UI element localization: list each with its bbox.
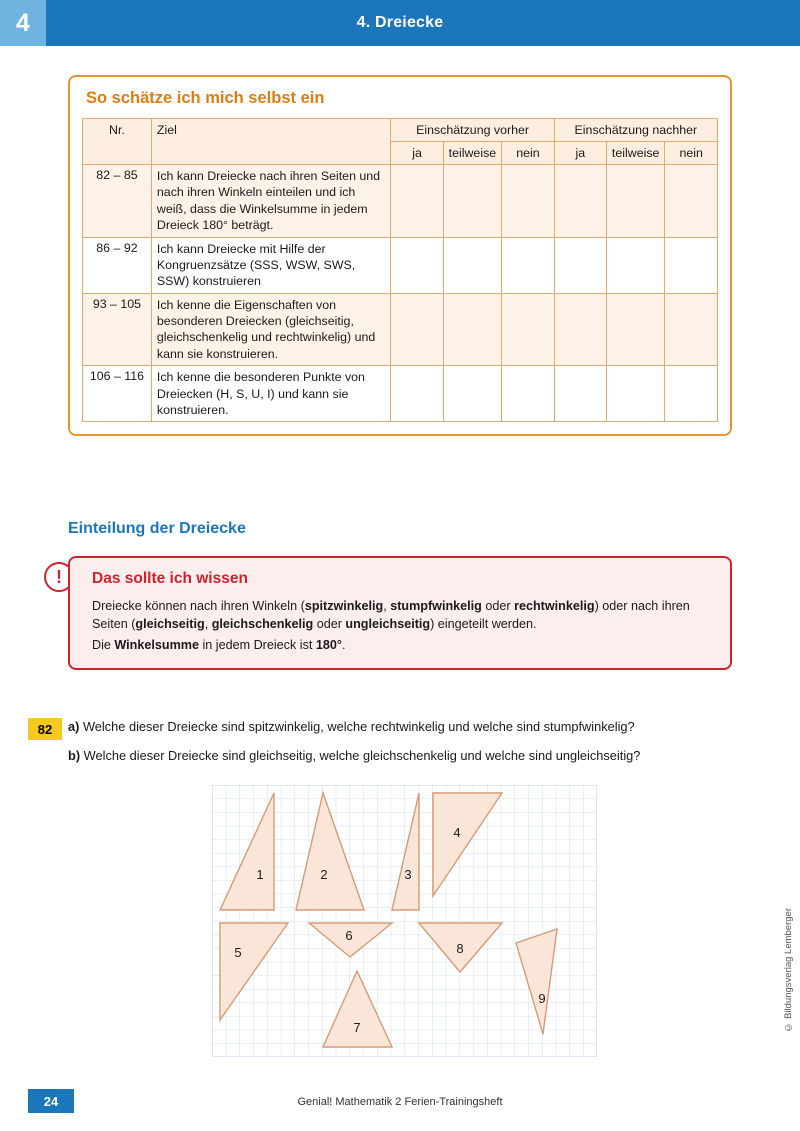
checkbox-cell-nachher-nein[interactable]	[665, 366, 718, 422]
section-heading: Einteilung der Dreiecke	[68, 520, 246, 537]
checkbox-cell-nachher-ja[interactable]	[554, 366, 606, 422]
subheader-vorher-teilweise: teilweise	[443, 142, 502, 165]
row-nr: 82 – 85	[83, 165, 152, 238]
triangle-label-1: 1	[256, 867, 264, 882]
table-row	[83, 293, 718, 366]
chapter-number-badge: 4	[0, 0, 46, 46]
side-copyright: © Bildungsverlag Lemberger	[783, 908, 794, 1033]
checkbox-cell-vorher-ja[interactable]	[391, 366, 443, 422]
checkbox-cell-vorher-nein[interactable]	[502, 237, 555, 293]
checkbox-cell-vorher-teilweise[interactable]	[443, 165, 502, 238]
checkbox-cell-nachher-nein[interactable]	[665, 165, 718, 238]
checkbox-cell-nachher-ja[interactable]	[554, 237, 606, 293]
row-ziel: Ich kann Dreiecke nach ihren Seiten und nach ihren Winkeln einteilen und ich weiß, dass die Winkelsumme in jedem Dreieck 180° beträgt.	[151, 165, 391, 238]
exercise-task-a	[68, 719, 748, 734]
subheader-vorher-ja: ja	[391, 142, 443, 165]
checkbox-cell-vorher-teilweise[interactable]	[443, 237, 502, 293]
row-ziel: Ich kann Dreiecke mit Hilfe der Kongruenzsätze (SSS, WSW, SWS, SSW) konstruieren	[151, 237, 391, 293]
self-assessment-title: So schätze ich mich selbst ein	[86, 89, 325, 107]
row-nr: 93 – 105	[83, 293, 152, 366]
checkbox-cell-nachher-teilweise[interactable]	[606, 237, 665, 293]
triangle-label-4: 4	[453, 825, 461, 840]
triangle-label-9: 9	[538, 991, 546, 1006]
checkbox-cell-nachher-teilweise[interactable]	[606, 366, 665, 422]
table-header-row	[83, 119, 718, 142]
table-row	[83, 165, 718, 238]
page-header	[0, 0, 800, 46]
header-ziel: Ziel	[151, 119, 391, 165]
table-row	[83, 237, 718, 293]
checkbox-cell-vorher-nein[interactable]	[502, 165, 555, 238]
triangle-label-3: 3	[404, 867, 412, 882]
row-nr: 86 – 92	[83, 237, 152, 293]
subheader-nachher-nein: nein	[665, 142, 718, 165]
footer-title: Genial! Mathematik 2 Ferien-Trainingsheft	[297, 1096, 503, 1108]
subheader-vorher-nein: nein	[502, 142, 555, 165]
page-number-badge: 24	[28, 1089, 74, 1113]
checkbox-cell-vorher-ja[interactable]	[391, 237, 443, 293]
task-a-label: a)	[68, 719, 80, 734]
row-ziel: Ich kenne die Eigenschaften von besonderen Dreiecken (gleichseitig, gleichschenkelig und rechtwinkelig) und kann sie konstruieren.	[151, 293, 391, 366]
task-b-text: Welche dieser Dreiecke sind gleichseitig, welche gleichschenkelig und welche sind ungleichseitig?	[83, 748, 641, 763]
triangle-label-8: 8	[456, 941, 464, 956]
checkbox-cell-vorher-teilweise[interactable]	[443, 366, 502, 422]
checkbox-cell-vorher-nein[interactable]	[502, 366, 555, 422]
subheader-nachher-teilweise: teilweise	[606, 142, 665, 165]
table-row	[83, 366, 718, 422]
triangle-label-2: 2	[320, 867, 328, 882]
checkbox-cell-nachher-nein[interactable]	[665, 293, 718, 366]
checkbox-cell-vorher-ja[interactable]	[391, 165, 443, 238]
row-ziel: Ich kenne die besonderen Punkte von Dreiecken (H, S, U, I) und kann sie konstruieren.	[151, 366, 391, 422]
triangle-label-7: 7	[353, 1020, 361, 1035]
exercise-number-badge: 82	[28, 718, 62, 740]
know-box-paragraph-1: Dreiecke können nach ihren Winkeln (spitzwinkelig, stumpfwinkelig oder rechtwinkelig) oder nach ihren Seiten (gleichseitig, gleichschenkelig oder ungleichseitig) eingeteilt werden.	[92, 599, 690, 632]
exclamation-icon: !	[44, 562, 74, 592]
checkbox-cell-vorher-nein[interactable]	[502, 293, 555, 366]
header-nr: Nr.	[83, 119, 152, 165]
task-b-label: b)	[68, 748, 81, 763]
header-vorher: Einschätzung vorher	[391, 119, 554, 142]
checkbox-cell-vorher-ja[interactable]	[391, 293, 443, 366]
triangle-label-5: 5	[234, 945, 242, 960]
checkbox-cell-nachher-teilweise[interactable]	[606, 165, 665, 238]
triangle-label-6: 6	[345, 928, 353, 943]
checkbox-cell-nachher-nein[interactable]	[665, 237, 718, 293]
checkbox-cell-nachher-ja[interactable]	[554, 293, 606, 366]
self-assessment-table	[82, 118, 718, 422]
know-box	[68, 556, 732, 670]
row-nr: 106 – 116	[83, 366, 152, 422]
checkbox-cell-vorher-teilweise[interactable]	[443, 293, 502, 366]
page-title: 4. Dreiecke	[356, 14, 444, 31]
task-a-text: Welche dieser Dreiecke sind spitzwinkelig, welche rechtwinkelig und welche sind stumpfwinkelig?	[82, 719, 635, 734]
checkbox-cell-nachher-ja[interactable]	[554, 165, 606, 238]
checkbox-cell-nachher-teilweise[interactable]	[606, 293, 665, 366]
exercise-task-b	[68, 748, 748, 763]
know-box-paragraph-2: Die Winkelsumme in jedem Dreieck ist 180°.	[92, 637, 346, 652]
know-box-title: Das sollte ich wissen	[92, 570, 248, 587]
header-nachher: Einschätzung nachher	[554, 119, 717, 142]
triangles-figure	[212, 785, 597, 1057]
subheader-nachher-ja: ja	[554, 142, 606, 165]
triangles-svg	[212, 785, 597, 1057]
self-assessment-box	[68, 75, 732, 436]
